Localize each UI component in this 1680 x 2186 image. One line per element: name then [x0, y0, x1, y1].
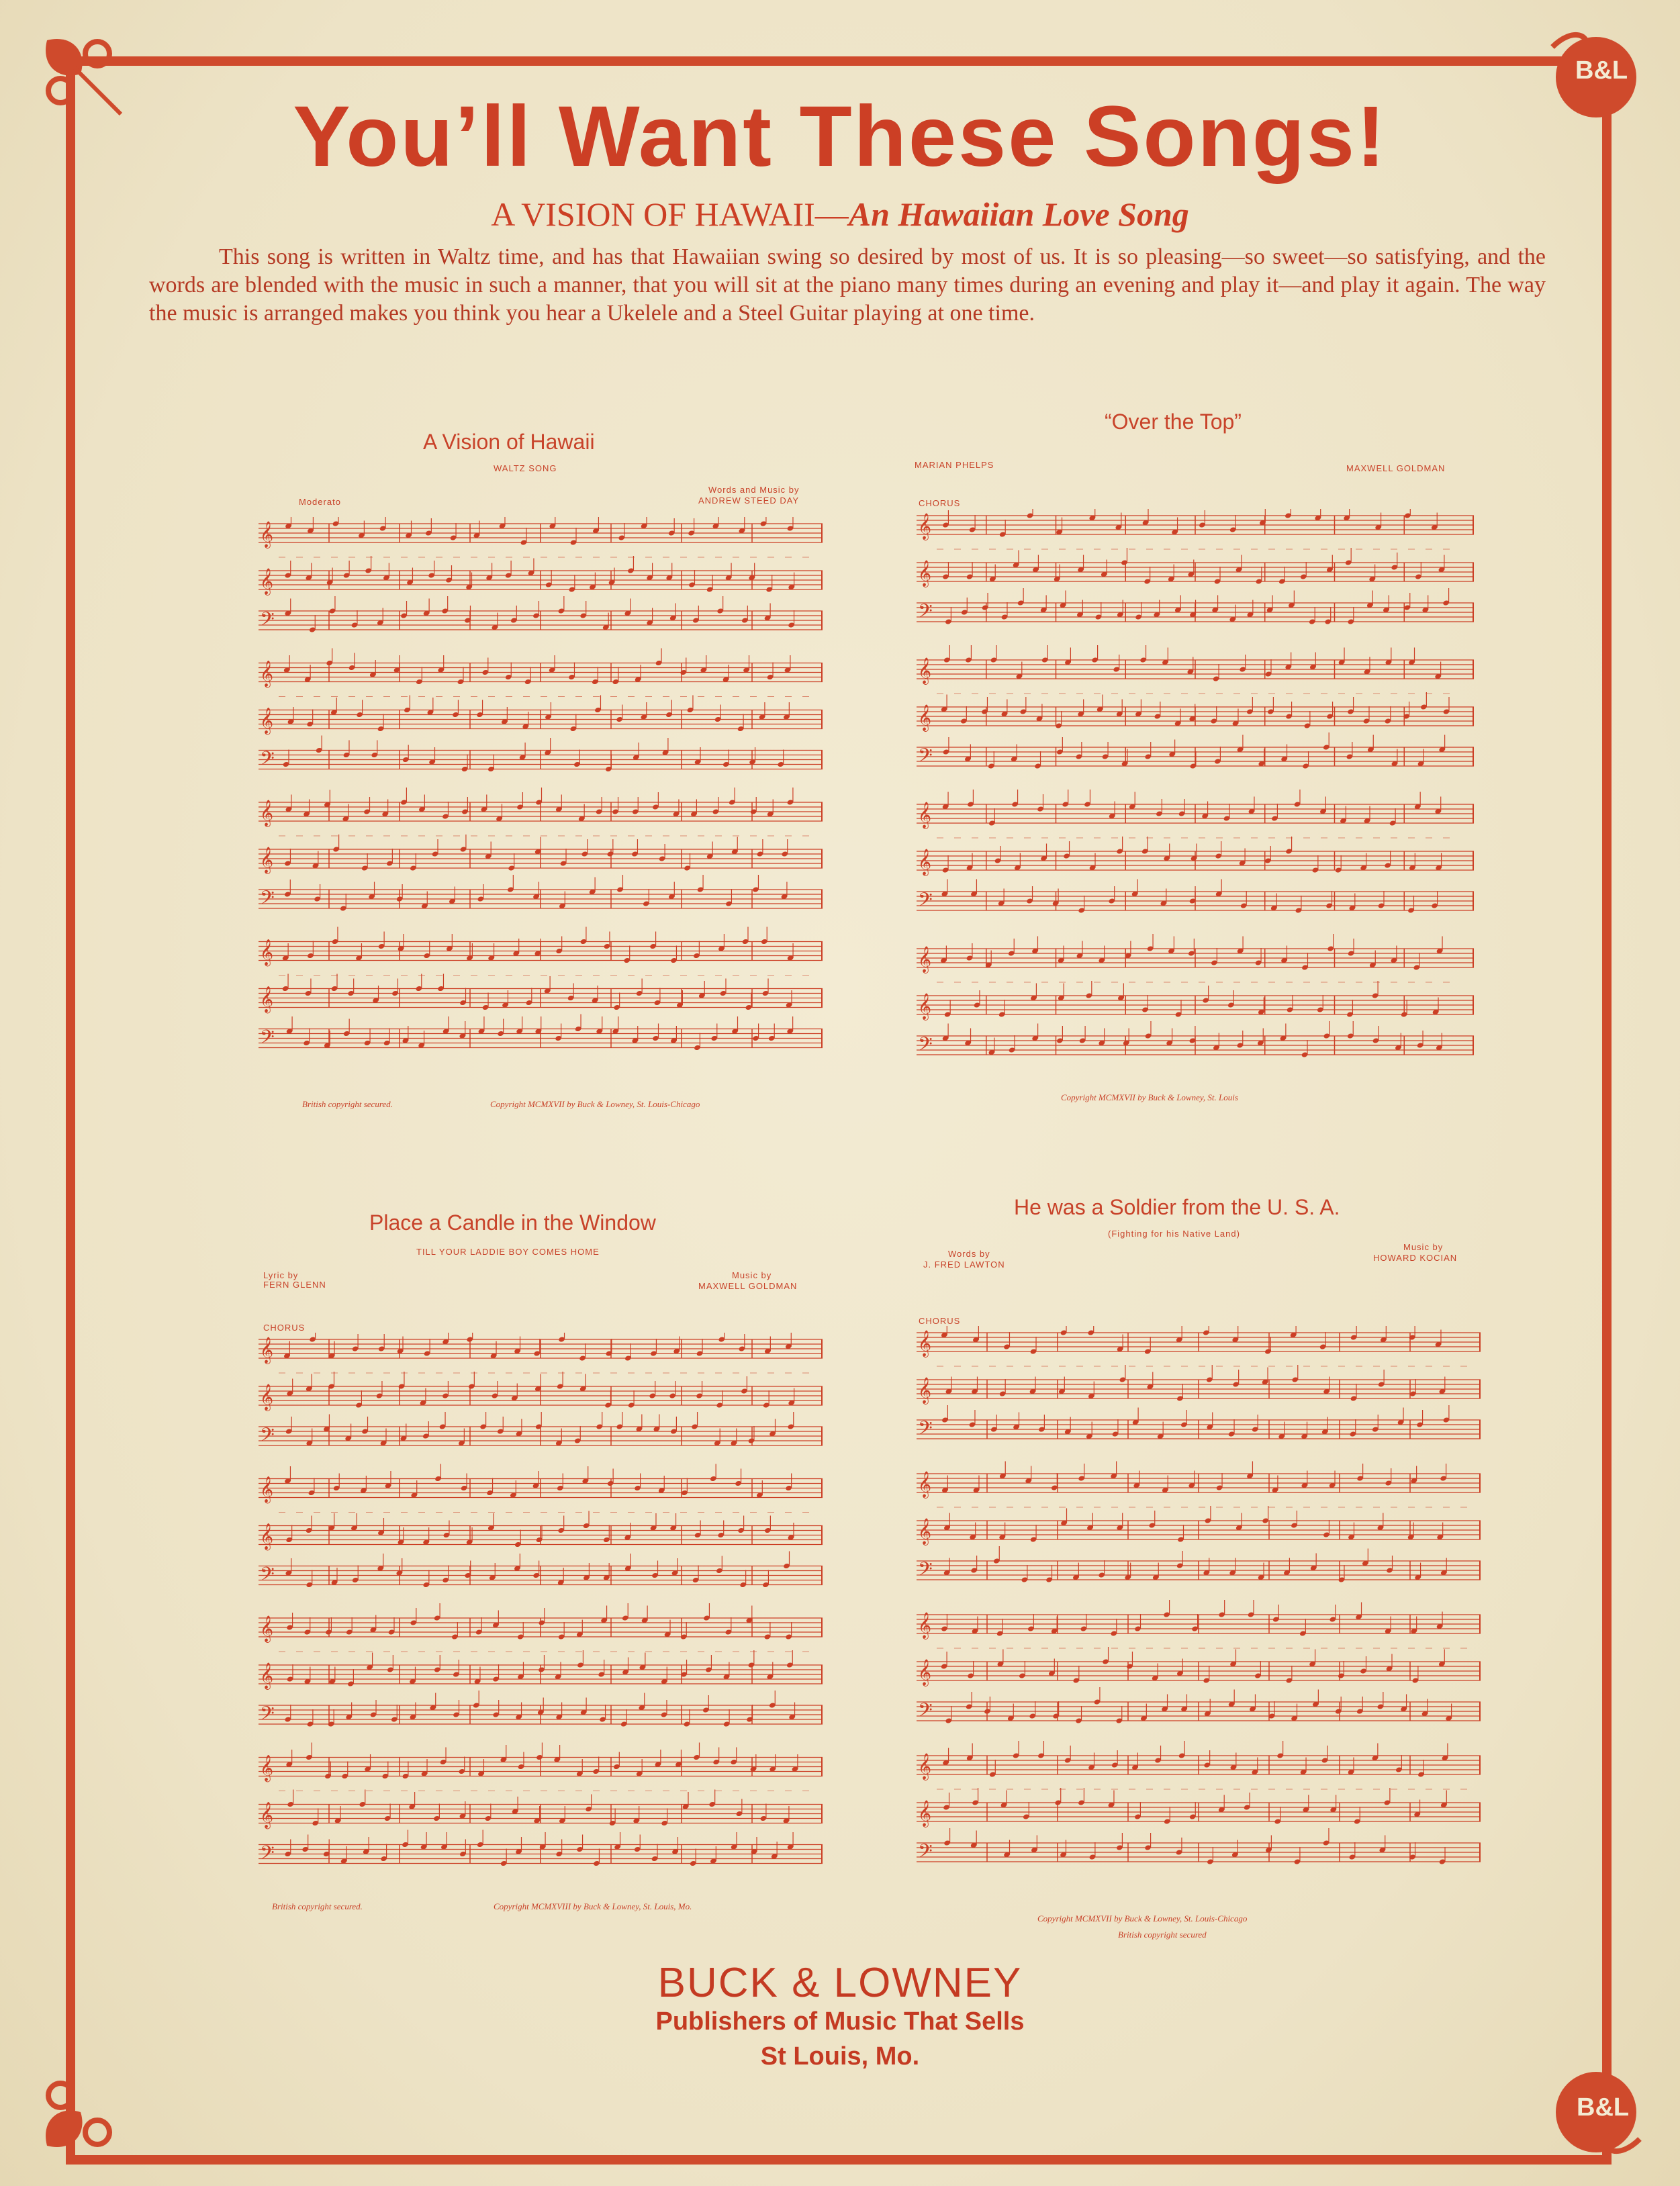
excerpt-composer: HOWARD KOCIAN [1373, 1253, 1458, 1263]
excerpt-section: CHORUS [263, 1323, 306, 1333]
excerpt-composer-label: Music by [1403, 1242, 1444, 1252]
flourish-corner-ornament [34, 2058, 134, 2159]
excerpt-title: He was a Soldier from the U. S. A. [1014, 1195, 1340, 1219]
excerpt-title: A Vision of Hawaii [423, 430, 595, 454]
staff [917, 509, 1474, 540]
excerpt-footer-right: Copyright MCMXVII by Buck & Lowney, St. Louis-Chicago [1037, 1913, 1248, 1923]
staff [259, 596, 823, 635]
svg-text:𝄢: 𝄢 [918, 1417, 933, 1444]
svg-text:𝄢: 𝄢 [260, 608, 275, 635]
svg-text:𝄞: 𝄞 [260, 847, 274, 873]
svg-text:𝄞: 𝄞 [918, 704, 932, 731]
staff [259, 696, 823, 735]
svg-text:𝄢: 𝄢 [260, 747, 275, 775]
feature-description: This song is written in Waltz time, and has that Hawaiian swing so desired by most of us. It is so pleasing—so sweet—so satisfying, and the words are blended with the music in such a manner, that you will sit at the piano many times during an evening and play it—and play it again. The way the music is arranged makes you think you hear a Ukelele and a Steel Guitar playing at one time. [149, 244, 1546, 326]
svg-text:𝄞: 𝄞 [918, 849, 932, 875]
staff [259, 1603, 823, 1643]
svg-text:𝄞: 𝄞 [260, 800, 274, 826]
staff [259, 736, 823, 775]
excerpt-lyricist: J. FRED LAWTON [923, 1260, 1005, 1270]
svg-text:𝄞: 𝄞 [918, 993, 932, 1020]
svg-text:𝄢: 𝄢 [918, 745, 933, 771]
staff [917, 1462, 1481, 1499]
excerpt-subtitle: WALTZ SONG [494, 463, 557, 473]
staff [917, 880, 1474, 916]
svg-text:𝄞: 𝄞 [918, 946, 932, 973]
svg-text:𝄢: 𝄢 [918, 1699, 933, 1726]
svg-text:𝄢: 𝄢 [260, 887, 275, 914]
excerpt-lyricist-label: Lyric by [263, 1270, 299, 1280]
staff [917, 1506, 1481, 1546]
svg-text:𝄢: 𝄢 [918, 1033, 933, 1060]
staff [259, 1650, 823, 1690]
publisher-tagline: Publishers of Music That Sells [655, 2007, 1025, 2036]
publisher-city: St Louis, Mo. [760, 2042, 920, 2071]
staff [917, 1405, 1481, 1444]
svg-text:𝄞: 𝄞 [260, 939, 274, 966]
svg-text:𝄞: 𝄞 [260, 1754, 274, 1782]
staff [259, 556, 823, 596]
svg-text:𝄞: 𝄞 [918, 1612, 932, 1639]
feature-subtitle: An Hawaiian Love Song [848, 195, 1189, 233]
staff [917, 1021, 1474, 1060]
staff [259, 1412, 823, 1451]
svg-text:𝄢: 𝄢 [260, 1842, 275, 1869]
staff [259, 927, 823, 967]
svg-text:𝄞: 𝄞 [260, 1801, 274, 1829]
svg-text:𝄢: 𝄢 [918, 889, 933, 916]
staff [917, 645, 1474, 685]
staff [259, 835, 823, 874]
corner-monogram-bottom: B&L [1577, 2093, 1630, 2122]
music-score [917, 1326, 1481, 1890]
excerpt-subtitle: TILL YOUR LADDIE BOY COMES HOME [416, 1247, 600, 1257]
staff [259, 875, 823, 914]
svg-text:𝄞: 𝄞 [918, 1330, 932, 1357]
staff [917, 1788, 1481, 1827]
staff [917, 692, 1474, 732]
svg-text:𝄢: 𝄢 [260, 1563, 275, 1590]
excerpt-composer: ANDREW STEED DAY [698, 495, 800, 506]
staff [917, 790, 1474, 829]
publisher-name: BUCK & LOWNEY [657, 1960, 1023, 2006]
svg-text:𝄞: 𝄞 [260, 521, 274, 548]
staff [259, 1014, 823, 1053]
staff [917, 1365, 1481, 1405]
svg-text:𝄞: 𝄞 [918, 1518, 932, 1545]
svg-text:𝄞: 𝄞 [260, 707, 274, 734]
excerpt-credit-label: Words and Music by [708, 485, 800, 495]
feature-song-heading [0, 195, 1680, 234]
page-headline: You’ll Want These Songs! [293, 89, 1387, 185]
music-score [917, 509, 1474, 1086]
staff [917, 837, 1474, 876]
staff [259, 974, 823, 1014]
staff [917, 1600, 1481, 1640]
svg-text:𝄢: 𝄢 [260, 1026, 275, 1053]
svg-text:𝄞: 𝄞 [918, 802, 932, 828]
excerpt-composer: MAXWELL GOLDMAN [1346, 463, 1446, 473]
svg-text:𝄞: 𝄞 [918, 1659, 932, 1686]
svg-text:𝄢: 𝄢 [260, 1424, 275, 1451]
svg-text:𝄢: 𝄢 [918, 1840, 933, 1867]
staff [917, 548, 1474, 587]
svg-text:𝄞: 𝄞 [260, 1615, 274, 1642]
music-score [259, 517, 823, 1074]
excerpt-lyricist: FERN GLENN [263, 1280, 326, 1290]
excerpt-footer-left: British copyright secured. [272, 1901, 363, 1911]
excerpt-footer-left: British copyright secured [1118, 1930, 1207, 1940]
staff [917, 934, 1474, 973]
staff [917, 1741, 1481, 1780]
svg-text:𝄞: 𝄞 [260, 1384, 274, 1411]
staff [917, 1326, 1481, 1358]
staff [259, 649, 823, 688]
svg-text:𝄞: 𝄞 [260, 660, 274, 687]
svg-text:𝄞: 𝄞 [918, 513, 932, 540]
staff [259, 1511, 823, 1551]
staff [917, 588, 1474, 627]
staff [259, 1333, 823, 1364]
staff [259, 1552, 823, 1590]
svg-text:𝄞: 𝄞 [260, 1337, 274, 1364]
excerpt-composer-label: Music by [732, 1270, 772, 1280]
staff [259, 1372, 823, 1411]
staff [259, 1830, 823, 1869]
staff [259, 1743, 823, 1783]
svg-text:𝄞: 𝄞 [260, 1662, 274, 1689]
feature-title: A VISION OF HAWAII— [491, 195, 849, 233]
excerpt-section: CHORUS [919, 498, 961, 508]
svg-text:𝄞: 𝄞 [918, 1800, 932, 1827]
staff [259, 1691, 823, 1729]
staff [917, 1828, 1481, 1867]
corner-monogram-top: B&L [1575, 56, 1628, 85]
svg-text:𝄞: 𝄞 [918, 1753, 932, 1780]
staff [917, 981, 1474, 1020]
svg-text:𝄞: 𝄞 [918, 1471, 932, 1498]
excerpt-tempo: Moderato [299, 497, 341, 507]
staff [259, 1464, 823, 1504]
svg-text:𝄞: 𝄞 [918, 560, 932, 587]
staff [917, 732, 1474, 771]
excerpt-title: Place a Candle in the Window [369, 1210, 656, 1235]
excerpt-composer: MAXWELL GOLDMAN [698, 1281, 798, 1291]
staff [917, 1546, 1481, 1585]
staff [259, 1790, 823, 1829]
excerpt-footer-right: Copyright MCMXVII by Buck & Lowney, St. Louis-Chicago [490, 1099, 700, 1109]
excerpt-lyricist-label: Words by [948, 1249, 990, 1259]
svg-text:𝄢: 𝄢 [260, 1703, 275, 1729]
staff [917, 1687, 1481, 1726]
staff [259, 517, 823, 549]
svg-text:𝄞: 𝄞 [918, 657, 932, 684]
svg-text:𝄞: 𝄞 [260, 1476, 274, 1503]
monogram-corner-ornament [1546, 2058, 1646, 2159]
music-score [259, 1333, 823, 1890]
excerpt-lyricist: MARIAN PHELPS [915, 460, 994, 470]
staff [259, 788, 823, 827]
excerpt-footer-right: Copyright MCMXVIII by Buck & Lowney, St. Louis, Mo. [494, 1901, 692, 1911]
excerpt-footer-right: Copyright MCMXVII by Buck & Lowney, St. Louis [1061, 1092, 1238, 1102]
excerpt-section: CHORUS [919, 1316, 961, 1326]
excerpt-subtitle: (Fighting for his Native Land) [1108, 1229, 1240, 1239]
svg-text:𝄢: 𝄢 [918, 1558, 933, 1585]
svg-text:𝄞: 𝄞 [260, 1523, 274, 1550]
svg-text:𝄞: 𝄞 [260, 986, 274, 1013]
staff [917, 1647, 1481, 1686]
excerpt-footer-left: British copyright secured. [302, 1099, 393, 1109]
svg-text:𝄢: 𝄢 [918, 600, 933, 627]
svg-text:𝄞: 𝄞 [260, 568, 274, 595]
excerpt-title: “Over the Top” [1105, 410, 1242, 434]
svg-text:𝄞: 𝄞 [918, 1377, 932, 1404]
